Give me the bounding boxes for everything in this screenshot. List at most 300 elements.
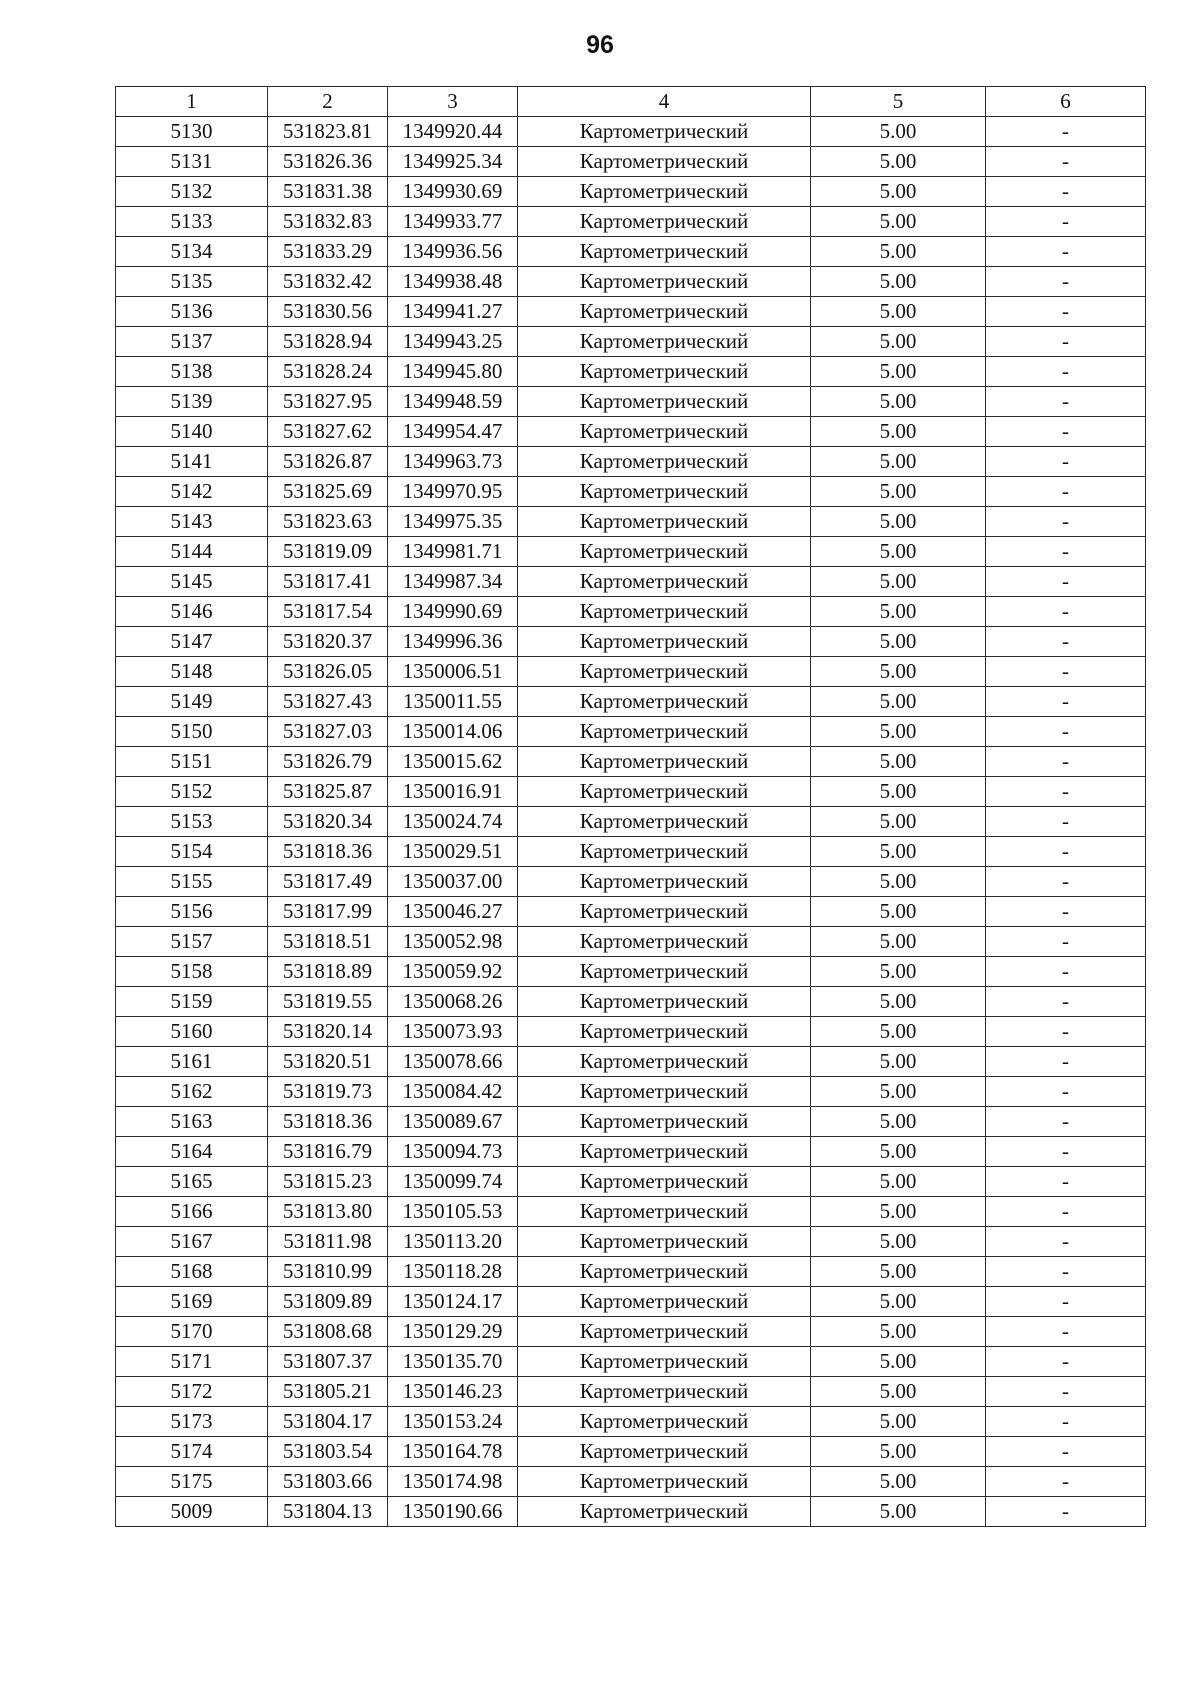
table-row <box>116 987 1146 1017</box>
table-row <box>116 1137 1146 1167</box>
table-row <box>116 1047 1146 1077</box>
table-row <box>116 507 1146 537</box>
cell-method: Картометрический <box>518 1167 811 1197</box>
cell-x-coordinate: 531833.29 <box>268 237 388 267</box>
table-row <box>116 147 1146 177</box>
cell-accuracy: 5.00 <box>811 1137 986 1167</box>
table-row <box>116 687 1146 717</box>
cell-x-coordinate: 531810.99 <box>268 1257 388 1287</box>
cell-note: - <box>986 357 1146 387</box>
cell-x-coordinate: 531826.87 <box>268 447 388 477</box>
coordinates-table <box>115 86 1146 1527</box>
cell-method: Картометрический <box>518 507 811 537</box>
cell-y-coordinate: 1350029.51 <box>388 837 518 867</box>
cell-x-coordinate: 531823.63 <box>268 507 388 537</box>
cell-y-coordinate: 1350094.73 <box>388 1137 518 1167</box>
cell-y-coordinate: 1349954.47 <box>388 417 518 447</box>
cell-point-number: 5168 <box>116 1257 268 1287</box>
cell-accuracy: 5.00 <box>811 1377 986 1407</box>
cell-point-number: 5156 <box>116 897 268 927</box>
table-row <box>116 807 1146 837</box>
cell-method: Картометрический <box>518 417 811 447</box>
cell-accuracy: 5.00 <box>811 237 986 267</box>
column-header-2: 2 <box>268 87 388 117</box>
cell-y-coordinate: 1350037.00 <box>388 867 518 897</box>
cell-point-number: 5132 <box>116 177 268 207</box>
cell-note: - <box>986 1137 1146 1167</box>
cell-method: Картометрический <box>518 387 811 417</box>
cell-accuracy: 5.00 <box>811 837 986 867</box>
cell-note: - <box>986 447 1146 477</box>
cell-method: Картометрический <box>518 207 811 237</box>
cell-y-coordinate: 1350014.06 <box>388 717 518 747</box>
cell-note: - <box>986 387 1146 417</box>
cell-y-coordinate: 1350084.42 <box>388 1077 518 1107</box>
cell-note: - <box>986 1347 1146 1377</box>
cell-point-number: 5157 <box>116 927 268 957</box>
cell-y-coordinate: 1349941.27 <box>388 297 518 327</box>
cell-x-coordinate: 531817.49 <box>268 867 388 897</box>
cell-note: - <box>986 237 1146 267</box>
cell-point-number: 5173 <box>116 1407 268 1437</box>
cell-y-coordinate: 1349990.69 <box>388 597 518 627</box>
cell-point-number: 5136 <box>116 297 268 327</box>
table-row <box>116 117 1146 147</box>
cell-accuracy: 5.00 <box>811 1467 986 1497</box>
cell-point-number: 5146 <box>116 597 268 627</box>
cell-y-coordinate: 1349975.35 <box>388 507 518 537</box>
cell-x-coordinate: 531818.89 <box>268 957 388 987</box>
table-row <box>116 477 1146 507</box>
table-body <box>116 117 1146 1527</box>
cell-note: - <box>986 297 1146 327</box>
cell-accuracy: 5.00 <box>811 1107 986 1137</box>
cell-accuracy: 5.00 <box>811 1197 986 1227</box>
cell-y-coordinate: 1350124.17 <box>388 1287 518 1317</box>
table-row <box>116 1167 1146 1197</box>
cell-note: - <box>986 837 1146 867</box>
cell-y-coordinate: 1349925.34 <box>388 147 518 177</box>
table-row <box>116 627 1146 657</box>
cell-note: - <box>986 1047 1146 1077</box>
cell-point-number: 5158 <box>116 957 268 987</box>
cell-method: Картометрический <box>518 327 811 357</box>
cell-accuracy: 5.00 <box>811 327 986 357</box>
cell-point-number: 5143 <box>116 507 268 537</box>
cell-x-coordinate: 531820.51 <box>268 1047 388 1077</box>
cell-x-coordinate: 531817.41 <box>268 567 388 597</box>
cell-note: - <box>986 1287 1146 1317</box>
cell-y-coordinate: 1350011.55 <box>388 687 518 717</box>
cell-note: - <box>986 207 1146 237</box>
cell-point-number: 5153 <box>116 807 268 837</box>
cell-note: - <box>986 147 1146 177</box>
cell-accuracy: 5.00 <box>811 177 986 207</box>
cell-note: - <box>986 717 1146 747</box>
cell-y-coordinate: 1349987.34 <box>388 567 518 597</box>
table-row <box>116 267 1146 297</box>
table-row <box>116 957 1146 987</box>
cell-point-number: 5130 <box>116 117 268 147</box>
table-row <box>116 1467 1146 1497</box>
cell-y-coordinate: 1350052.98 <box>388 927 518 957</box>
cell-accuracy: 5.00 <box>811 717 986 747</box>
cell-point-number: 5169 <box>116 1287 268 1317</box>
cell-point-number: 5137 <box>116 327 268 357</box>
cell-note: - <box>986 1407 1146 1437</box>
cell-accuracy: 5.00 <box>811 117 986 147</box>
cell-x-coordinate: 531811.98 <box>268 1227 388 1257</box>
cell-point-number: 5172 <box>116 1377 268 1407</box>
table-row <box>116 357 1146 387</box>
cell-accuracy: 5.00 <box>811 1287 986 1317</box>
cell-method: Картометрический <box>518 1077 811 1107</box>
cell-point-number: 5150 <box>116 717 268 747</box>
cell-y-coordinate: 1350078.66 <box>388 1047 518 1077</box>
cell-accuracy: 5.00 <box>811 357 986 387</box>
cell-point-number: 5162 <box>116 1077 268 1107</box>
cell-method: Картометрический <box>518 357 811 387</box>
cell-x-coordinate: 531819.73 <box>268 1077 388 1107</box>
cell-point-number: 5133 <box>116 207 268 237</box>
table-row <box>116 657 1146 687</box>
cell-method: Картометрический <box>518 807 811 837</box>
cell-accuracy: 5.00 <box>811 417 986 447</box>
cell-accuracy: 5.00 <box>811 477 986 507</box>
cell-point-number: 5134 <box>116 237 268 267</box>
table-row <box>116 777 1146 807</box>
cell-accuracy: 5.00 <box>811 927 986 957</box>
cell-method: Картометрический <box>518 267 811 297</box>
cell-point-number: 5145 <box>116 567 268 597</box>
cell-x-coordinate: 531827.62 <box>268 417 388 447</box>
cell-x-coordinate: 531817.99 <box>268 897 388 927</box>
cell-x-coordinate: 531827.03 <box>268 717 388 747</box>
cell-point-number: 5148 <box>116 657 268 687</box>
cell-note: - <box>986 267 1146 297</box>
cell-method: Картометрический <box>518 1347 811 1377</box>
cell-point-number: 5171 <box>116 1347 268 1377</box>
cell-accuracy: 5.00 <box>811 957 986 987</box>
cell-note: - <box>986 1077 1146 1107</box>
cell-x-coordinate: 531819.09 <box>268 537 388 567</box>
table-row <box>116 1377 1146 1407</box>
cell-x-coordinate: 531823.81 <box>268 117 388 147</box>
cell-x-coordinate: 531809.89 <box>268 1287 388 1317</box>
cell-point-number: 5167 <box>116 1227 268 1257</box>
cell-method: Картометрический <box>518 1287 811 1317</box>
cell-y-coordinate: 1349996.36 <box>388 627 518 657</box>
cell-method: Картометрический <box>518 747 811 777</box>
cell-accuracy: 5.00 <box>811 897 986 927</box>
cell-accuracy: 5.00 <box>811 1257 986 1287</box>
page-number: 96 <box>586 31 614 59</box>
cell-method: Картометрический <box>518 537 811 567</box>
cell-method: Картометрический <box>518 1317 811 1347</box>
cell-y-coordinate: 1349936.56 <box>388 237 518 267</box>
cell-y-coordinate: 1349930.69 <box>388 177 518 207</box>
cell-note: - <box>986 927 1146 957</box>
cell-accuracy: 5.00 <box>811 867 986 897</box>
cell-point-number: 5152 <box>116 777 268 807</box>
header-row <box>116 87 1146 117</box>
cell-x-coordinate: 531808.68 <box>268 1317 388 1347</box>
cell-note: - <box>986 1257 1146 1287</box>
cell-y-coordinate: 1350099.74 <box>388 1167 518 1197</box>
cell-note: - <box>986 507 1146 537</box>
cell-point-number: 5165 <box>116 1167 268 1197</box>
cell-x-coordinate: 531813.80 <box>268 1197 388 1227</box>
column-header-4: 4 <box>518 87 811 117</box>
cell-accuracy: 5.00 <box>811 207 986 237</box>
cell-accuracy: 5.00 <box>811 1497 986 1527</box>
table-row <box>116 207 1146 237</box>
cell-y-coordinate: 1349938.48 <box>388 267 518 297</box>
cell-y-coordinate: 1350146.23 <box>388 1377 518 1407</box>
cell-point-number: 5138 <box>116 357 268 387</box>
cell-note: - <box>986 1377 1146 1407</box>
cell-x-coordinate: 531826.05 <box>268 657 388 687</box>
cell-accuracy: 5.00 <box>811 1437 986 1467</box>
cell-x-coordinate: 531804.17 <box>268 1407 388 1437</box>
cell-y-coordinate: 1349963.73 <box>388 447 518 477</box>
table-row <box>116 867 1146 897</box>
cell-method: Картометрический <box>518 627 811 657</box>
column-header-3: 3 <box>388 87 518 117</box>
cell-note: - <box>986 477 1146 507</box>
table-row <box>116 837 1146 867</box>
cell-point-number: 5174 <box>116 1437 268 1467</box>
table-row <box>116 177 1146 207</box>
cell-method: Картометрический <box>518 1497 811 1527</box>
cell-accuracy: 5.00 <box>811 987 986 1017</box>
cell-y-coordinate: 1350190.66 <box>388 1497 518 1527</box>
cell-point-number: 5135 <box>116 267 268 297</box>
cell-method: Картометрический <box>518 1467 811 1497</box>
cell-method: Картометрический <box>518 1017 811 1047</box>
cell-y-coordinate: 1350164.78 <box>388 1437 518 1467</box>
cell-x-coordinate: 531816.79 <box>268 1137 388 1167</box>
cell-method: Картометрический <box>518 897 811 927</box>
cell-y-coordinate: 1349920.44 <box>388 117 518 147</box>
cell-accuracy: 5.00 <box>811 1227 986 1257</box>
cell-x-coordinate: 531826.36 <box>268 147 388 177</box>
cell-method: Картометрический <box>518 1137 811 1167</box>
table-row <box>116 417 1146 447</box>
cell-accuracy: 5.00 <box>811 1167 986 1197</box>
cell-method: Картометрический <box>518 867 811 897</box>
cell-point-number: 5144 <box>116 537 268 567</box>
table-row <box>116 1317 1146 1347</box>
cell-point-number: 5175 <box>116 1467 268 1497</box>
table-row <box>116 927 1146 957</box>
cell-note: - <box>986 1317 1146 1347</box>
cell-note: - <box>986 747 1146 777</box>
cell-y-coordinate: 1349970.95 <box>388 477 518 507</box>
cell-x-coordinate: 531805.21 <box>268 1377 388 1407</box>
table-row <box>116 327 1146 357</box>
table-row <box>116 237 1146 267</box>
cell-y-coordinate: 1350006.51 <box>388 657 518 687</box>
cell-y-coordinate: 1350089.67 <box>388 1107 518 1137</box>
cell-note: - <box>986 1467 1146 1497</box>
cell-note: - <box>986 177 1146 207</box>
cell-point-number: 5149 <box>116 687 268 717</box>
cell-note: - <box>986 687 1146 717</box>
column-header-5: 5 <box>811 87 986 117</box>
cell-point-number: 5155 <box>116 867 268 897</box>
table-row <box>116 1257 1146 1287</box>
cell-method: Картометрический <box>518 927 811 957</box>
table-row <box>116 297 1146 327</box>
cell-method: Картометрический <box>518 837 811 867</box>
cell-accuracy: 5.00 <box>811 777 986 807</box>
cell-point-number: 5142 <box>116 477 268 507</box>
cell-x-coordinate: 531828.24 <box>268 357 388 387</box>
cell-method: Картометрический <box>518 1257 811 1287</box>
cell-note: - <box>986 807 1146 837</box>
cell-accuracy: 5.00 <box>811 1047 986 1077</box>
cell-note: - <box>986 117 1146 147</box>
cell-x-coordinate: 531820.34 <box>268 807 388 837</box>
cell-x-coordinate: 531832.83 <box>268 207 388 237</box>
table-row <box>116 597 1146 627</box>
table-row <box>116 1077 1146 1107</box>
cell-y-coordinate: 1350046.27 <box>388 897 518 927</box>
cell-note: - <box>986 987 1146 1017</box>
cell-method: Картометрический <box>518 1437 811 1467</box>
cell-y-coordinate: 1350015.62 <box>388 747 518 777</box>
table-header <box>116 87 1146 117</box>
cell-x-coordinate: 531807.37 <box>268 1347 388 1377</box>
cell-method: Картометрический <box>518 567 811 597</box>
cell-note: - <box>986 627 1146 657</box>
cell-accuracy: 5.00 <box>811 747 986 777</box>
cell-x-coordinate: 531827.95 <box>268 387 388 417</box>
cell-y-coordinate: 1350135.70 <box>388 1347 518 1377</box>
cell-y-coordinate: 1350129.29 <box>388 1317 518 1347</box>
cell-note: - <box>986 537 1146 567</box>
cell-note: - <box>986 1437 1146 1467</box>
table-row <box>116 717 1146 747</box>
cell-accuracy: 5.00 <box>811 687 986 717</box>
cell-x-coordinate: 531803.54 <box>268 1437 388 1467</box>
cell-method: Картометрический <box>518 117 811 147</box>
table-row <box>116 897 1146 927</box>
cell-point-number: 5164 <box>116 1137 268 1167</box>
cell-note: - <box>986 1167 1146 1197</box>
cell-point-number: 5141 <box>116 447 268 477</box>
cell-y-coordinate: 1349948.59 <box>388 387 518 417</box>
table-row <box>116 387 1146 417</box>
cell-method: Картометрический <box>518 477 811 507</box>
cell-accuracy: 5.00 <box>811 1017 986 1047</box>
cell-note: - <box>986 567 1146 597</box>
cell-x-coordinate: 531828.94 <box>268 327 388 357</box>
table-row <box>116 1287 1146 1317</box>
cell-x-coordinate: 531815.23 <box>268 1167 388 1197</box>
table-row <box>116 1347 1146 1377</box>
cell-accuracy: 5.00 <box>811 807 986 837</box>
cell-x-coordinate: 531804.13 <box>268 1497 388 1527</box>
cell-method: Картометрический <box>518 177 811 207</box>
cell-note: - <box>986 327 1146 357</box>
cell-note: - <box>986 1497 1146 1527</box>
cell-note: - <box>986 867 1146 897</box>
table-row <box>116 1497 1146 1527</box>
cell-method: Картометрический <box>518 1107 811 1137</box>
cell-accuracy: 5.00 <box>811 1077 986 1107</box>
cell-method: Картометрический <box>518 1197 811 1227</box>
cell-accuracy: 5.00 <box>811 1407 986 1437</box>
cell-x-coordinate: 531825.69 <box>268 477 388 507</box>
cell-method: Картометрический <box>518 957 811 987</box>
cell-y-coordinate: 1349943.25 <box>388 327 518 357</box>
cell-accuracy: 5.00 <box>811 627 986 657</box>
cell-y-coordinate: 1350105.53 <box>388 1197 518 1227</box>
column-header-6: 6 <box>986 87 1146 117</box>
cell-x-coordinate: 531830.56 <box>268 297 388 327</box>
column-header-1: 1 <box>116 87 268 117</box>
cell-x-coordinate: 531826.79 <box>268 747 388 777</box>
cell-method: Картометрический <box>518 237 811 267</box>
cell-method: Картометрический <box>518 447 811 477</box>
table-row <box>116 567 1146 597</box>
cell-note: - <box>986 417 1146 447</box>
cell-note: - <box>986 957 1146 987</box>
cell-method: Картометрический <box>518 717 811 747</box>
cell-x-coordinate: 531803.66 <box>268 1467 388 1497</box>
cell-x-coordinate: 531831.38 <box>268 177 388 207</box>
cell-accuracy: 5.00 <box>811 537 986 567</box>
cell-method: Картометрический <box>518 777 811 807</box>
cell-point-number: 5139 <box>116 387 268 417</box>
cell-y-coordinate: 1350118.28 <box>388 1257 518 1287</box>
table-row <box>116 537 1146 567</box>
cell-note: - <box>986 1197 1146 1227</box>
cell-note: - <box>986 1107 1146 1137</box>
cell-method: Картометрический <box>518 297 811 327</box>
cell-y-coordinate: 1349933.77 <box>388 207 518 237</box>
cell-accuracy: 5.00 <box>811 657 986 687</box>
cell-method: Картометрический <box>518 1377 811 1407</box>
cell-method: Картометрический <box>518 1227 811 1257</box>
cell-note: - <box>986 897 1146 927</box>
cell-y-coordinate: 1350059.92 <box>388 957 518 987</box>
cell-y-coordinate: 1350073.93 <box>388 1017 518 1047</box>
cell-y-coordinate: 1350174.98 <box>388 1467 518 1497</box>
cell-y-coordinate: 1350024.74 <box>388 807 518 837</box>
cell-y-coordinate: 1350068.26 <box>388 987 518 1017</box>
cell-method: Картометрический <box>518 1047 811 1077</box>
table-row <box>116 1107 1146 1137</box>
cell-accuracy: 5.00 <box>811 447 986 477</box>
cell-y-coordinate: 1349945.80 <box>388 357 518 387</box>
cell-point-number: 5140 <box>116 417 268 447</box>
cell-y-coordinate: 1350153.24 <box>388 1407 518 1437</box>
cell-method: Картометрический <box>518 687 811 717</box>
table-row <box>116 747 1146 777</box>
table-row <box>116 1437 1146 1467</box>
cell-x-coordinate: 531820.37 <box>268 627 388 657</box>
table-row <box>116 1197 1146 1227</box>
cell-point-number: 5163 <box>116 1107 268 1137</box>
table-row <box>116 1017 1146 1047</box>
cell-accuracy: 5.00 <box>811 1317 986 1347</box>
cell-accuracy: 5.00 <box>811 297 986 327</box>
cell-point-number: 5159 <box>116 987 268 1017</box>
cell-point-number: 5131 <box>116 147 268 177</box>
